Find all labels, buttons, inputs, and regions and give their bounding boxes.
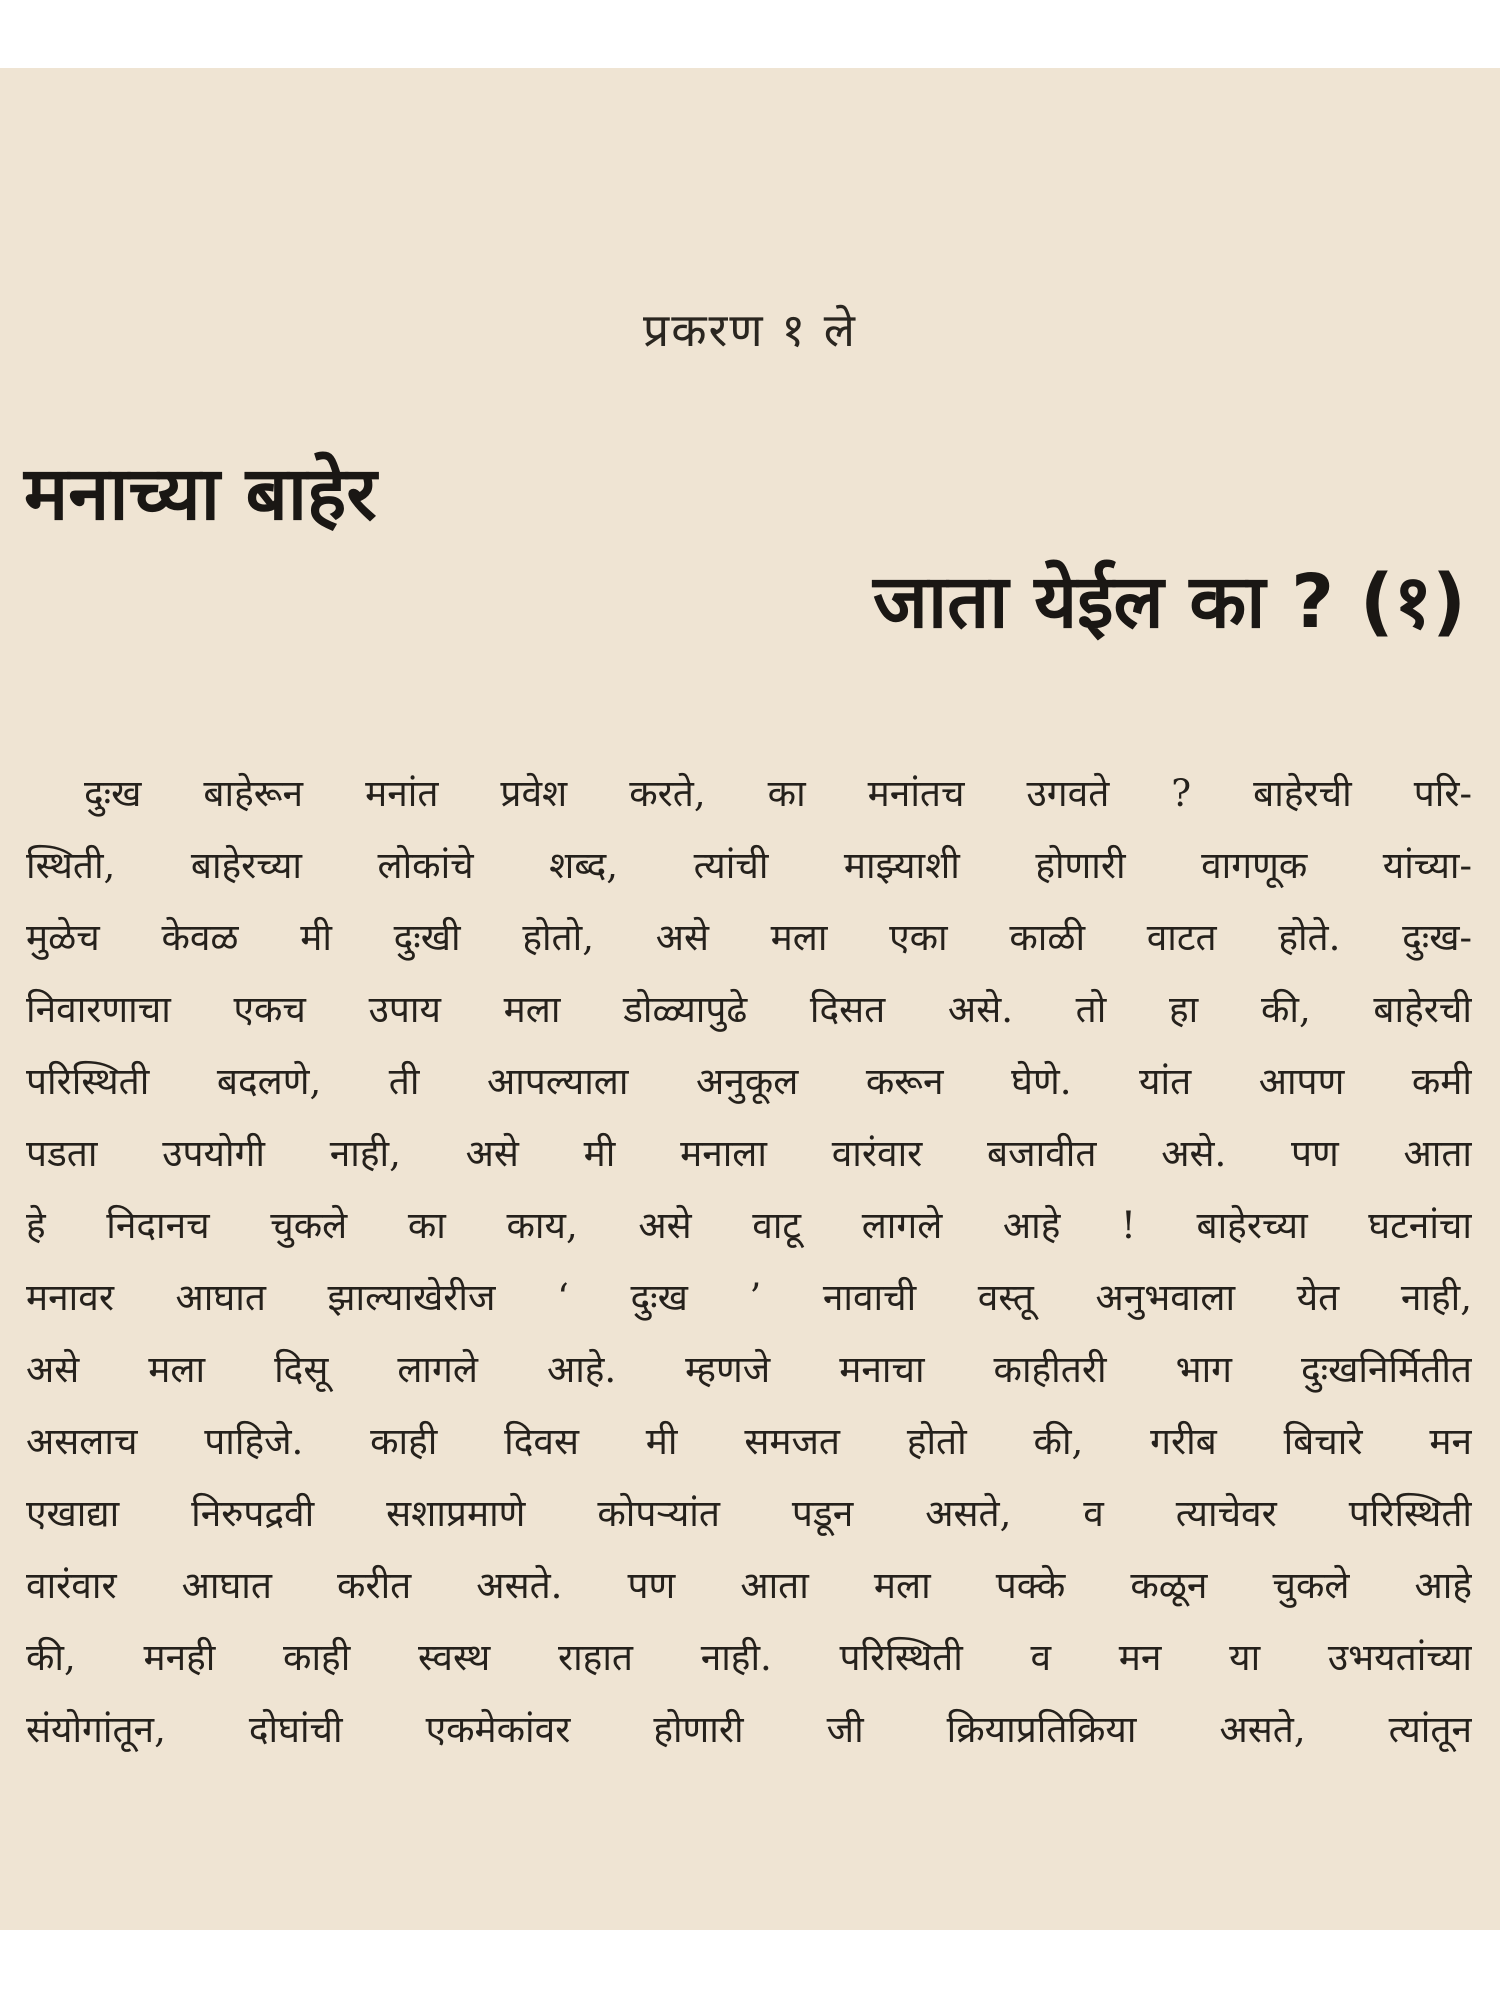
body-line: एखाद्या निरुपद्रवी सशाप्रमाणे कोपऱ्यांत पडून असते, व त्याचेवर परिस्थिती (26, 1492, 1472, 1535)
book-page (0, 68, 1500, 1930)
body-line: संयोगांतून, दोघांची एकमेकांवर होणारी जी क्रियाप्रतिक्रिया असते, त्यांतून (26, 1708, 1472, 1751)
body-line: असे मला दिसू लागले आहे. म्हणजे मनाचा काहीतरी भाग दुःखनिर्मितीत (26, 1348, 1472, 1391)
body-line: परिस्थिती बदलणे, ती आपल्याला अनुकूल करून घेणे. यांत आपण कमी (26, 1060, 1472, 1103)
body-line: मुळेच केवळ मी दुःखी होतो, असे मला एका काळी वाटत होते. दुःख- (26, 916, 1472, 959)
chapter-title-line-2: जाता येईल का ? (१) (873, 559, 1466, 645)
body-line: स्थिती, बाहेरच्या लोकांचे शब्द, त्यांची माझ्याशी होणारी वागणूक यांच्या- (26, 844, 1472, 887)
body-line: हे निदानच चुकले का काय, असे वाटू लागले आहे ! बाहेरच्या घटनांचा (26, 1204, 1472, 1247)
body-line: असलाच पाहिजे. काही दिवस मी समजत होतो की, गरीब बिचारे मन (26, 1420, 1472, 1463)
chapter-title-line-1: मनाच्या बाहेर (24, 451, 377, 537)
body-line: निवारणाचा एकच उपाय मला डोळ्यापुढे दिसत असे. तो हा की, बाहेरची (26, 988, 1472, 1031)
body-line: वारंवार आघात करीत असते. पण आता मला पक्के कळून चुकले आहे (26, 1564, 1472, 1607)
chapter-label: प्रकरण १ ले (643, 303, 857, 357)
body-line: मनावर आघात झाल्याखेरीज ‘ दुःख ’ नावाची वस्तू अनुभवाला येत नाही, (26, 1276, 1472, 1319)
body-line: पडता उपयोगी नाही, असे मी मनाला वारंवार बजावीत असे. पण आता (26, 1132, 1472, 1175)
body-line: की, मनही काही स्वस्थ राहात नाही. परिस्थिती व मन या उभयतांच्या (26, 1636, 1472, 1679)
body-text (26, 758, 1472, 1766)
body-line: दुःख बाहेरून मनांत प्रवेश करते, का मनांतच उगवते ? बाहेरची परि- (84, 772, 1472, 815)
